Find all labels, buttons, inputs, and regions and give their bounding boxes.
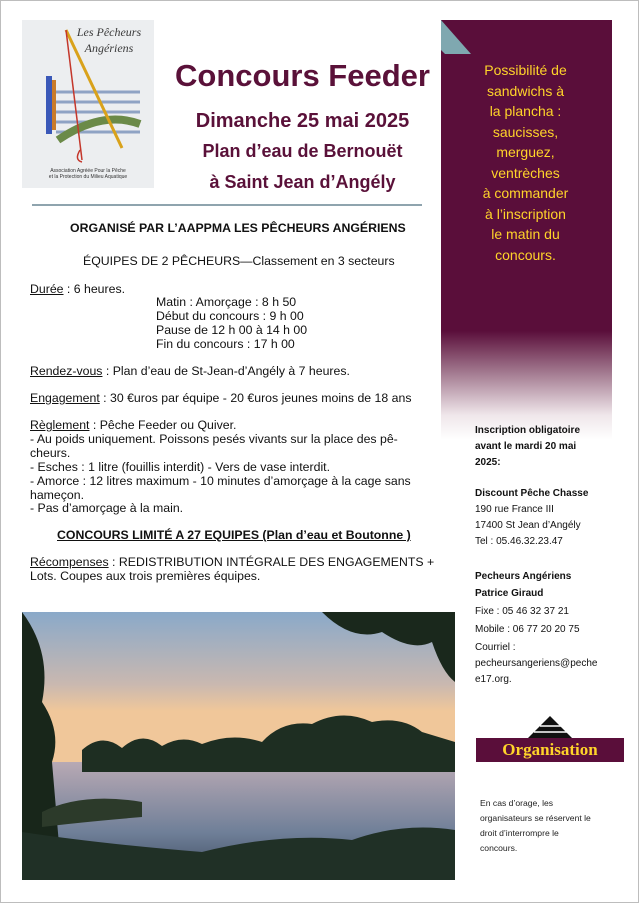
- email-link-line2[interactable]: e17.org.: [475, 674, 512, 685]
- fee-line: [30, 391, 411, 405]
- meeting-line: [30, 364, 350, 378]
- promo-line: sandwichs à: [486, 82, 565, 99]
- event-place-line2: à Saint Jean d’Angély: [209, 172, 396, 192]
- shop-name: Discount Pêche Chasse: [475, 488, 589, 499]
- event-date: Dimanche 25 mai 2025: [195, 110, 410, 132]
- email-label: Courriel :: [475, 642, 516, 653]
- meeting-label: Rendez-vous: [30, 364, 103, 378]
- duration-value: : 6 heures.: [63, 282, 126, 296]
- registration-line: 2025:: [475, 457, 501, 468]
- organisation-label: Organisation: [502, 740, 598, 759]
- promo-text: [458, 60, 593, 265]
- rules-item: cheurs.: [30, 446, 71, 460]
- prizes-line: [30, 555, 434, 569]
- phone-mobile: Mobile : 06 77 20 20 75: [475, 624, 580, 635]
- promo-line: ventrèches: [491, 164, 560, 181]
- registration-line: avant le mardi 20 mai: [475, 441, 577, 452]
- shop-address1: 190 rue France III: [475, 504, 554, 515]
- rules-item: - Pas d’amorçage à la main.: [30, 501, 184, 515]
- rules-value: : Pêche Feeder ou Quiver.: [89, 418, 237, 432]
- fee-label: Engagement: [30, 391, 100, 405]
- duration-label: Durée: [30, 282, 64, 296]
- promo-line: le matin du: [491, 226, 560, 242]
- lake-photo: [22, 612, 455, 880]
- limit-line: CONCOURS LIMITÉ A 27 EQUIPES (Plan d’eau et Boutonne ): [57, 528, 411, 542]
- promo-line: à commander: [482, 185, 569, 201]
- organizer-line: ORGANISÉ PAR L’AAPPMA LES PÊCHEURS ANGÉRIENS: [70, 221, 406, 235]
- logo-name-line2: Angériens: [84, 41, 134, 55]
- club-logo: [22, 20, 154, 188]
- promo-line: concours.: [495, 246, 556, 263]
- rules-item: - Au poids uniquement. Poissons pesés vivants sur la place des pê-: [30, 432, 398, 446]
- rules-label: Règlement: [30, 418, 90, 432]
- pyramid-logo-icon: [528, 716, 572, 738]
- page-fold-icon: [441, 20, 471, 54]
- rules-line: [30, 418, 236, 432]
- storm-line: droit d’interrompre le: [480, 828, 559, 838]
- promo-line: la plancha :: [489, 103, 562, 119]
- storm-line: concours.: [480, 843, 518, 853]
- promo-line: Possibilité de: [484, 62, 567, 78]
- email-link-line1[interactable]: pecheursangeriens@peche: [475, 658, 598, 669]
- logo-caption: [26, 168, 150, 180]
- event-place-line1: Plan d’eau de Bernouët: [202, 141, 403, 161]
- club-name: Pecheurs Angériens: [475, 571, 572, 582]
- storm-notice: [480, 796, 620, 856]
- teams-line: ÉQUIPES DE 2 PÊCHEURS—Classement en 3 secteurs: [83, 254, 395, 268]
- registration-line: Inscription obligatoire: [475, 425, 581, 436]
- promo-line: à l’inscription: [485, 205, 566, 222]
- promo-line: merguez,: [496, 144, 555, 160]
- meeting-value: : Plan d’eau de St-Jean-d’Angély à 7 heures.: [102, 364, 350, 378]
- prizes-line2: Lots. Coupes aux trois premières équipes.: [30, 569, 261, 583]
- logo-name: [66, 24, 152, 56]
- schedule-item: Fin du concours : 17 h 00: [156, 337, 295, 351]
- logo-caption-line1: Association Agréée Pour la Pêche: [50, 168, 126, 174]
- page-title: Concours Feeder: [175, 58, 430, 93]
- schedule-item: Matin : Amorçage : 8 h 50: [156, 295, 297, 309]
- prizes-label: Récompenses: [30, 555, 109, 569]
- rules-item: - Amorce : 12 litres maximum - 10 minutes d’amorçage à la cage sans: [30, 474, 411, 488]
- storm-line: organisateurs se réservent le: [480, 813, 591, 823]
- logo-name-line1: Les Pêcheurs: [76, 25, 142, 39]
- shop-phone: Tel : 05.46.32.23.47: [475, 536, 563, 547]
- contact-name: Patrice Giraud: [475, 588, 544, 599]
- duration-line: [30, 282, 125, 296]
- prizes-value: : REDISTRIBUTION INTÉGRALE DES ENGAGEMENTS +: [108, 555, 435, 569]
- promo-line: saucisses,: [492, 123, 559, 140]
- schedule-item: Pause de 12 h 00 à 14 h 00: [156, 323, 308, 337]
- storm-line: En cas d’orage, les: [480, 798, 554, 808]
- shop-address2: 17400 St Jean d’Angély: [475, 520, 581, 531]
- rules-item: hameçon.: [30, 488, 85, 502]
- header-divider: [32, 204, 422, 206]
- phone-fixe: Fixe : 05 46 32 37 21: [475, 606, 569, 617]
- rules-item: - Esches : 1 litre (fouillis interdit) - Vers de vase interdit.: [30, 460, 331, 474]
- fee-value: : 30 €uros par équipe - 20 €uros jeunes moins de 18 ans: [99, 391, 412, 405]
- logo-caption-line2: et la Protection du Milieu Aquatique: [48, 174, 128, 180]
- schedule-item: Début du concours : 9 h 00: [156, 309, 304, 323]
